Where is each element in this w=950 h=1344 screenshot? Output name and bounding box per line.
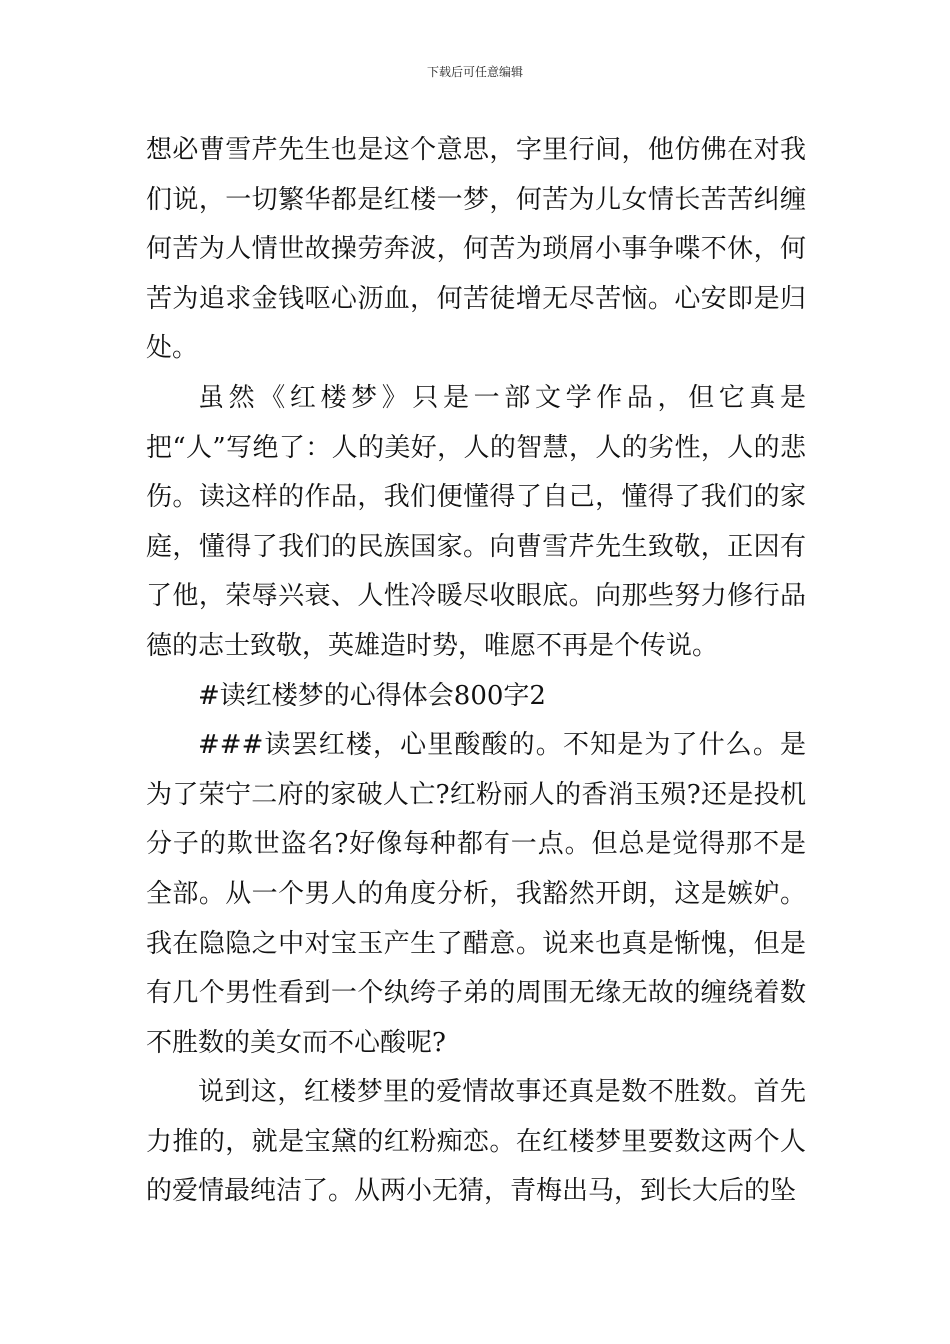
section-heading: #读红楼梦的心得体会800字2 — [198, 680, 546, 711]
document-body — [146, 126, 806, 1217]
page-header-note: 下载后可任意编辑 — [426, 65, 523, 79]
paragraph-2: 虽然《红楼梦》只是一部文学作品，但它真是把“人”写绝了：人的美好，人的智慧，人的劣性，人的悲伤。读这样的作品，我们便懂得了自己，懂得了我们的家庭，懂得了我们的民族国家。向曹雪芹先生致敬，正因有了他，荣辱兴衰、人性冷暖尽收眼底。向那些努力修行品德的志士致敬，英雄造时势，唯愿不再是个传说。 — [146, 382, 806, 661]
paragraph-3: ###读罢红楼，心里酸酸的。不知是为了什么。是为了荣宁二府的家破人亡?红粉丽人的香消玉殒?还是投机分子的欺世盗名?好像每种都有一点。但总是觉得那不是全部。从一个男人的角度分析，我豁然开朗，这是嫉妒。我在隐隐之中对宝玉产生了醋意。说来也真是惭愧，但是有几个男性看到一个纨绔子弟的周围无缘无故的缠绕着数不胜数的美女而不心酸呢? — [146, 730, 806, 1058]
paragraph-1: 想必曹雪芹先生也是这个意思，字里行间，他仿佛在对我们说，一切繁华都是红楼一梦，何苦为儿女情长苦苦纠缠何苦为人情世故操劳奔波，何苦为琐屑小事争喋不休，何苦为追求金钱呕心沥血，何苦徒增无尽苦恼。心安即是归处。 — [146, 135, 806, 364]
paragraph-4: 说到这，红楼梦里的爱情故事还真是数不胜数。首先力推的，就是宝黛的红粉痴恋。在红楼梦里要数这两个人的爱情最纯洁了。从两小无猜，青梅出马，到长大后的坠 — [146, 1077, 806, 1207]
